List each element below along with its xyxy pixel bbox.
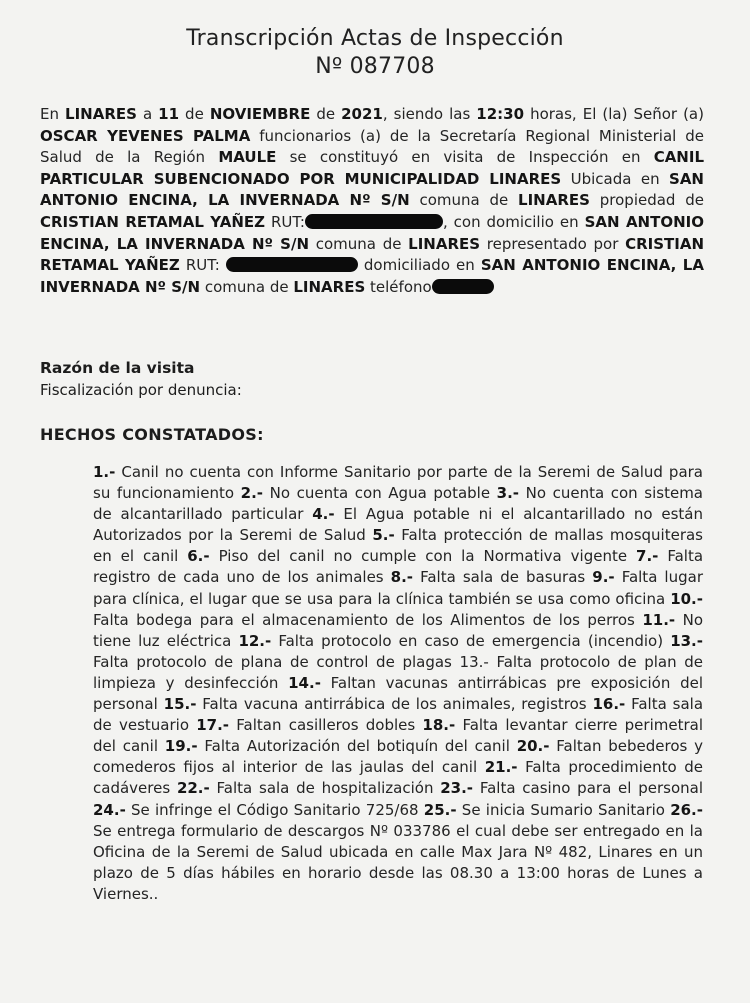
item-number: 3.- [496,484,520,503]
item-text: Faltan bebederos y comederos fijos al interior de las jaulas del canil [93,737,704,777]
item-text: Falta lugar para clínica, el lugar que se usa para la clínica también se usa como oficina [93,568,703,608]
item-text: El Agua potable ni el alcantarillado no están Autorizados por la Seremi de Salud [93,505,704,545]
item-text: Falta protección de mallas mosquiteras en el canil [93,526,704,566]
commune-name: LINARES [408,234,481,253]
visit-reason-text: Fiscalización por denuncia: [40,381,242,399]
redaction-mark [432,279,494,294]
owner-name: CRISTIAN RETAMAL YAÑEZ [40,212,266,231]
city-name: LINARES [65,105,137,123]
item-number: 16.- [592,695,626,714]
item-text: No tiene luz eléctrica [93,610,703,650]
representative-name: CRISTIAN RETAMAL YAÑEZ [40,234,705,275]
inspection-month: NOVIEMBRE [209,105,311,123]
item-text: Canil no cuenta con Informe Sanitario por parte de la Seremi de Salud para su funcionamiento [93,463,703,503]
item-text: Faltan casilleros dobles [229,716,423,735]
item-text: Se entrega formulario de descargos Nº 033786 el cual debe ser entregado en la Oficina de la Seremi de Salud ubicada en calle Max Jara Nº 482, Linares en un plazo de 5 días hábiles en horario desde las 08.30 a 13:00 horas de Lunes a Viernes.. [93,821,703,903]
commune-name: LINARES [518,191,590,210]
item-number: 24.- [93,800,126,819]
representative-address: SAN ANTONIO ENCINA, LA INVERNADA Nº S/N [40,256,704,296]
item-text: Falta protocolo de plana de control de plagas 13.- Falta protocolo de plan de limpieza y desinfección [93,652,703,692]
item-text: Falta procedimiento de cadáveres [93,758,703,798]
establishment-address: SAN ANTONIO ENCINA, LA INVERNADA Nº S/N [40,169,704,210]
establishment-name: CANIL PARTICULAR SUBENCIONADO POR MUNICIPALIDAD LINARES [40,148,704,188]
item-text: Piso del canil no cumple con la Normativa vigente [209,547,637,566]
item-text: Faltan vacunas antirrábicas pre exposición del personal [93,673,703,714]
item-number: 5.- [372,526,395,545]
item-number: 25.- [423,800,457,819]
item-number: 4.- [312,505,335,524]
item-number: 10.- [670,589,703,608]
item-number: 12.- [238,631,272,650]
item-text: Se inicia Sumario Sanitario [456,800,671,819]
official-name: OSCAR YEVENES PALMA [40,126,251,145]
item-text: No cuenta con Agua potable [263,484,497,503]
item-number: 20.- [516,737,550,756]
item-text: Falta sala de vestuario [93,695,704,735]
item-text: Falta registro de cada uno de los animales [93,547,704,587]
item-text: Falta levantar cierre perimetral del canil [93,716,703,756]
item-number: 13.- [670,631,703,650]
item-number: 8.- [390,568,414,587]
findings-heading: HECHOS CONSTATADOS: [40,425,264,444]
item-number: 11.- [642,610,676,629]
redaction-mark [226,257,358,272]
item-text: Falta vacuna antirrábica de los animales, registros [196,695,593,714]
item-text: Falta sala de basuras [413,568,593,587]
commune-name: LINARES [293,277,366,296]
inspection-time: 12:30 [476,105,525,123]
item-text: Falta sala de hospitalización [209,779,441,798]
item-number: 6.- [187,547,210,566]
inspection-year: 2021 [341,105,383,123]
item-text: Se infringe el Código Sanitario 725/68 [125,800,424,819]
item-number: 18.- [422,716,456,735]
item-number: 7.- [636,547,659,566]
owner-address: SAN ANTONIO ENCINA, LA INVERNADA Nº S/N [40,212,704,253]
item-number: 17.- [196,716,230,735]
intro-paragraph: En LINARES a 11 de NOVIEMBRE de 2021, siendo las 12:30 horas, El (la) Señor (a) OSCAR YEVENES PALMA funcionarios (a) de la Secretaría Regional Ministerial de Salud de la Región MAULE se constituyó en visita de Inspección en CANIL PARTICULAR SUBENCIONADO POR MUNICIPALIDAD LINARES Ubicada en SAN ANTONIO ENCINA, LA INVERNADA Nº S/N comuna de LINARES propiedad de CRISTIAN RETAMAL YAÑEZ RUT: , con domicilio en SAN ANTONIO ENCINA, LA INVERNADA Nº S/N comuna de LINARES representado por CRISTIAN RETAMAL YAÑEZ RUT: domiciliado en SAN ANTONIO ENCINA, LA INVERNADA Nº S/N comuna de LINARES teléfono [40,105,705,296]
item-number: 1.- [93,463,116,481]
document-title: Transcripción Actas de Inspección [186,26,564,51]
item-number: 23.- [440,779,474,798]
item-number: 21.- [484,758,518,777]
inspection-day: 11 [158,105,180,123]
act-number: Nº 087708 [315,54,435,79]
region-name: MAULE [218,148,277,167]
item-text: Falta protocolo en caso de emergencia (incendio) [271,631,671,650]
item-number: 19.- [164,737,198,756]
findings-list [93,462,703,905]
item-number: 26.- [670,800,703,819]
item-text: Falta Autorización del botiquín del canil [197,737,517,756]
item-text: Falta casino para el personal [473,779,703,798]
item-number: 22.- [176,779,210,798]
redaction-mark [305,214,443,229]
item-text: Falta bodega para el almacenamiento de los Alimentos de los perros [93,610,643,629]
visit-reason-heading: Razón de la visita [40,359,195,377]
item-number: 14.- [288,673,321,692]
item-number: 2.- [240,484,264,503]
item-number: 15.- [163,695,197,714]
item-text: No cuenta con sistema de alcantarillado particular [93,484,703,524]
item-number: 9.- [592,568,615,587]
